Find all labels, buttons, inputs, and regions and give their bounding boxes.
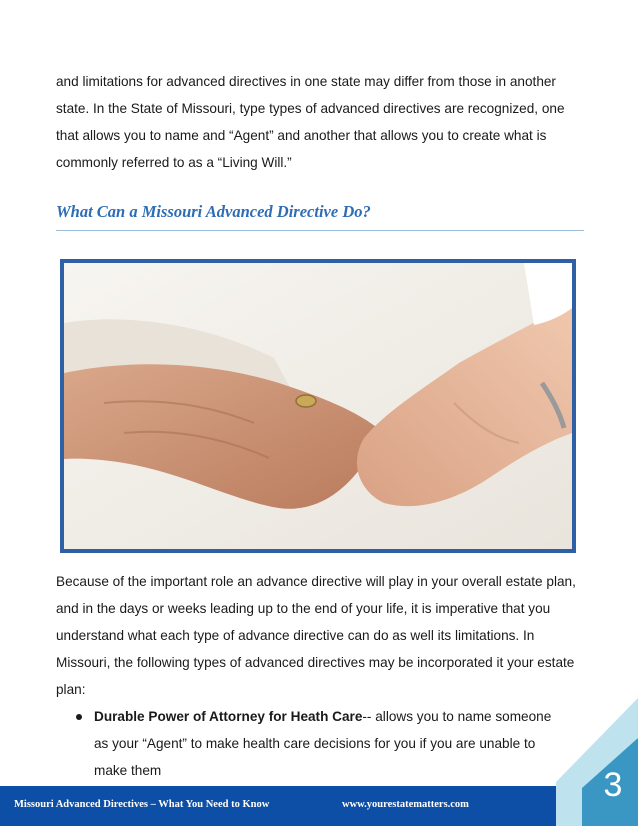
- page-number: 3: [603, 766, 623, 804]
- intro-line: and limitations for advanced directives in one state may differ from those in another: [56, 74, 556, 89]
- list-item: [56, 703, 566, 784]
- photo-illustration: [64, 263, 572, 549]
- directive-types-list: [56, 703, 566, 784]
- body-paragraph: [56, 568, 596, 703]
- intro-paragraph: [56, 68, 596, 176]
- intro-line: commonly referred to as a “Living Will.”: [56, 155, 292, 170]
- intro-line: that allows you to name and “Agent” and another that allows you to create what is: [56, 128, 547, 143]
- intro-line: state. In the State of Missouri, type types of advanced directives are recognized, one: [56, 101, 565, 116]
- footer-title: Missouri Advanced Directives – What You Need to Know: [14, 799, 270, 810]
- section-heading: What Can a Missouri Advanced Directive Do?: [56, 202, 371, 221]
- body-line: understand what each type of advance directive can do as well its limitations. In: [56, 628, 535, 643]
- bullet-icon: [76, 714, 82, 720]
- body-line: Missouri, the following types of advanced directives may be incorporated it your estate: [56, 655, 575, 670]
- page-corner-graphic: [556, 698, 638, 826]
- body-line: and in the days or weeks leading up to the end of your life, it is imperative that you: [56, 601, 551, 616]
- heading-divider: [56, 230, 584, 231]
- footer-url: www.yourestatematters.com: [342, 799, 469, 810]
- body-line: plan:: [56, 682, 86, 697]
- holding-hands-photo: [60, 259, 576, 553]
- body-line: Because of the important role an advance directive will play in your overall estate plan,: [56, 574, 576, 589]
- bullet-text: -- allows you to name someone as your “Agent” to make health care decisions for you if you are unable to make them: [94, 709, 552, 778]
- bullet-title: Durable Power of Attorney for Heath Care: [94, 709, 363, 724]
